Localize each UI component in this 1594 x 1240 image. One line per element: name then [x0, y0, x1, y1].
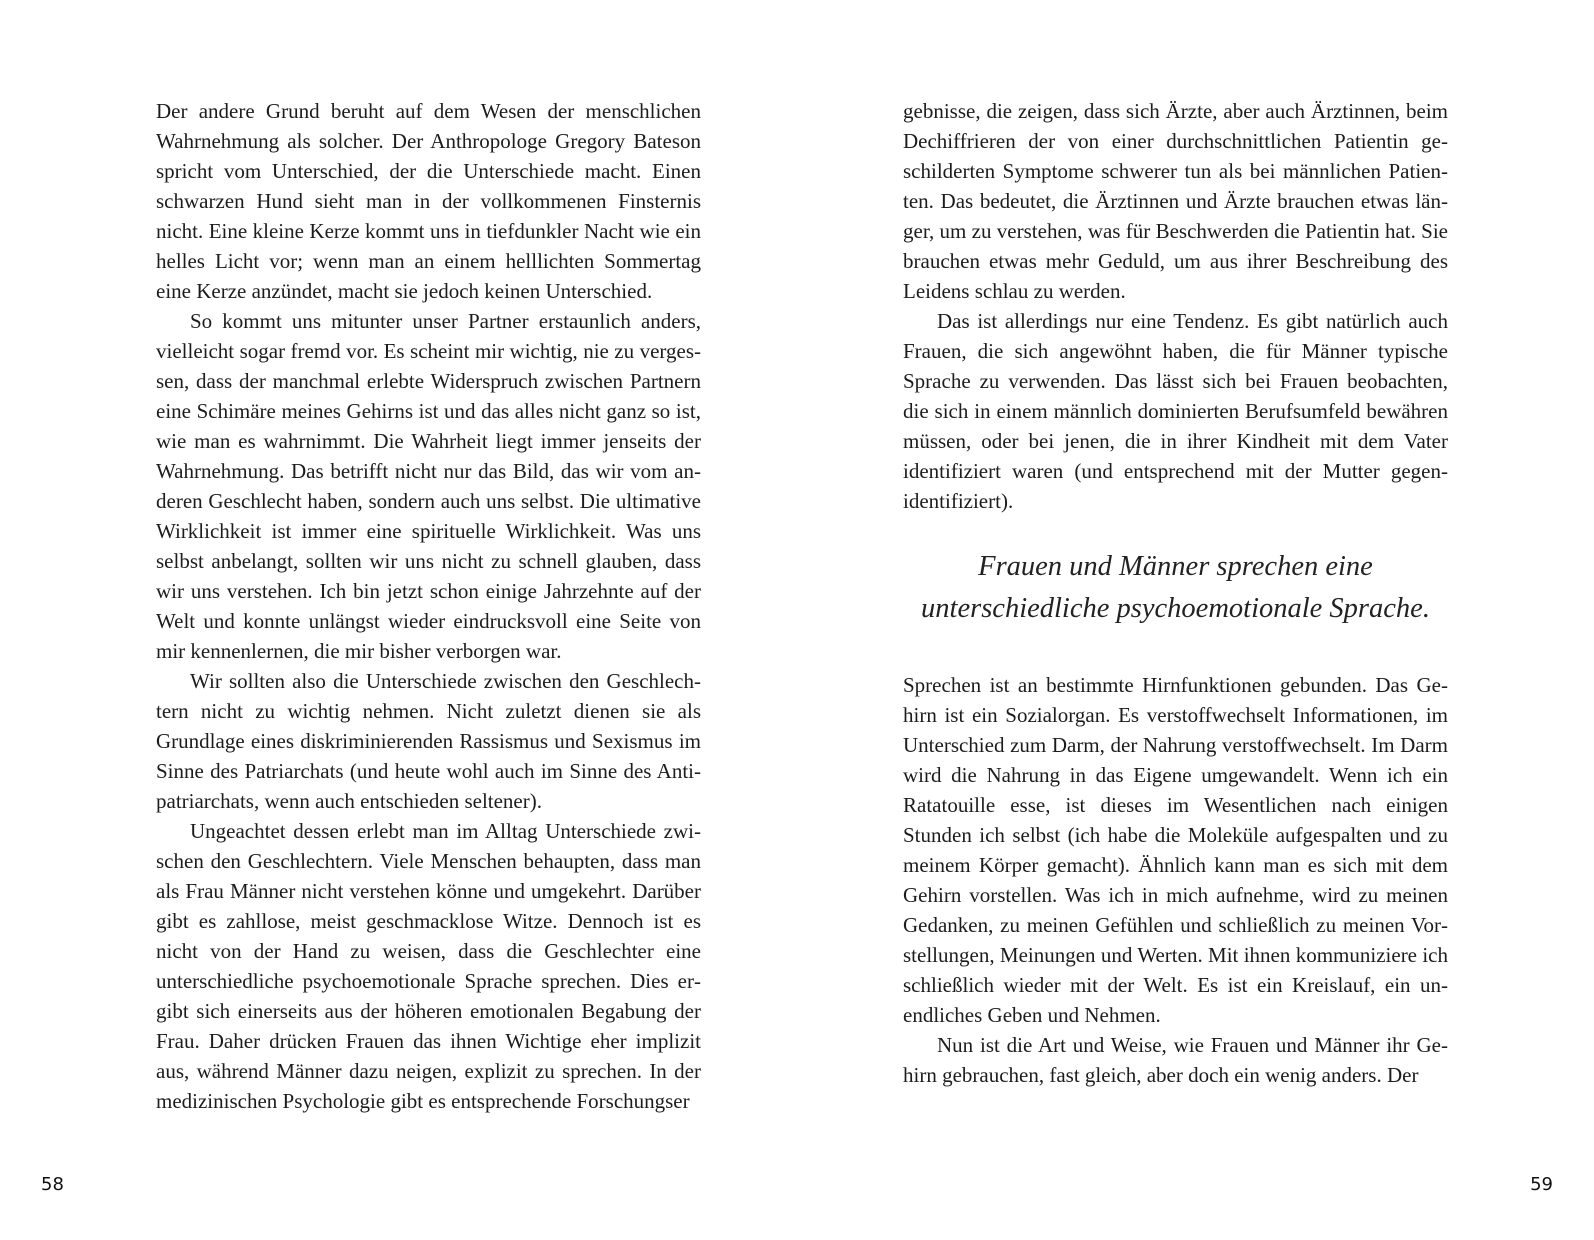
right-page [797, 0, 1594, 1240]
paragraph: Wir sollten also die Unterschiede zwischen den Geschlechtern nicht zu wichtig nehmen. Nicht zuletzt dienen sie als Grundlage eines diskriminierenden Rassismus und Sexismus im Sinne des Patriarchats (und heute wohl auch im Sinne des Antipatriarchats, wenn auch entschieden seltener). [156, 669, 701, 813]
pull-quote-line: unterschiedliche psychoemotionale Sprache. [921, 593, 1430, 624]
page-number-left: 58 [41, 1174, 64, 1195]
paragraph: Nun ist die Art und Weise, wie Frauen und Männer ihr Gehirn gebrauchen, fast gleich, aber doch ein wenig anders. Der [903, 1033, 1448, 1087]
pull-quote [903, 546, 1448, 630]
paragraph: Der andere Grund beruht auf dem Wesen der menschlichen Wahrnehmung als solcher. Der Anthropologe Gregory Bateson spricht vom Unterschied, der die Unterschiede macht. Einen schwarzen Hund sieht man in der vollkommenen Finsternis nicht. Eine kleine Kerze kommt uns in tiefdunkler Nacht wie ein helles Licht vor; wenn man an einem helllichten Sommertag eine Kerze anzündet, macht sie jedoch keinen Unterschied. [156, 99, 701, 303]
paragraph: Sprechen ist an bestimmte Hirnfunktionen gebunden. Das Gehirn ist ein Sozialorgan. Es verstoffwechselt Informationen, im Unterschied zum Darm, der Nahrung verstoffwechselt. Im Darm wird die Nahrung in das Eigene umgewandelt. Wenn ich ein Ratatouille esse, ist dieses im Wesentlichen nach einigen Stunden ich selbst (ich habe die Moleküle aufgespalten und zu meinem Körper gemacht). Ähnlich kann man es sich mit dem Gehirn vorstellen. Was ich in mich aufnehme, wird zu meinen Gedanken, zu meinen Gefühlen und schließlich zu meinen Vorstellungen, Meinungen und Werten. Mit ihnen kommuniziere ich schließlich wieder mit der Welt. Es ist ein Kreislauf, ein unendliches Geben und Nehmen. [903, 673, 1448, 1027]
left-text-column [156, 96, 701, 1116]
right-text-column [903, 96, 1448, 1090]
paragraph: Ungeachtet dessen erlebt man im Alltag Unterschiede zwischen den Geschlechtern. Viele Menschen behaupten, dass man als Frau Männer nicht verstehen könne und umgekehrt. Darüber gibt es zahllose, meist geschmacklose Witze. Dennoch ist es nicht von der Hand zu weisen, dass die Geschlechter eine unterschiedliche psychoemotionale Sprache sprechen. Dies ergibt sich einerseits aus der höheren emotionalen Begabung der Frau. Daher drücken Frauen das ihnen Wichtige eher implizit aus, während Männer dazu neigen, explizit zu sprechen. In der medizinischen Psychologie gibt es entsprechende Forschungser [156, 819, 701, 1113]
page-number-right: 59 [1530, 1174, 1553, 1195]
paragraph: Das ist allerdings nur eine Tendenz. Es gibt natürlich auch Frauen, die sich angewöhnt haben, die für Männer typische Sprache zu verwenden. Das lässt sich bei Frauen beobachten, die sich in einem männlich dominierten Berufsumfeld bewähren müssen, oder bei jenen, die in ihrer Kindheit mit dem Vater identifiziert waren (und entsprechend mit der Mutter gegenidentifiziert). [903, 309, 1448, 513]
paragraph: So kommt uns mitunter unser Partner erstaunlich anders, vielleicht sogar fremd vor. Es scheint mir wichtig, nie zu vergessen, dass der manchmal erlebte Widerspruch zwischen Partnern eine Schimäre meines Gehirns ist und das alles nicht ganz so ist, wie man es wahrnimmt. Die Wahrheit liegt immer jenseits der Wahrnehmung. Das betrifft nicht nur das Bild, das wir vom anderen Geschlecht haben, sondern auch uns selbst. Die ultimative Wirklichkeit ist immer eine spirituelle Wirklichkeit. Was uns selbst anbelangt, sollten wir uns nicht zu schnell glauben, dass wir uns verstehen. Ich bin jetzt schon einige Jahrzehnte auf der Welt und konnte unlängst wieder eindrucksvoll eine Seite von mir kennenlernen, die mir bisher verborgen war. [156, 309, 701, 663]
pull-quote-line: Frauen und Männer sprechen eine [978, 551, 1373, 582]
paragraph: gebnisse, die zeigen, dass sich Ärzte, aber auch Ärztinnen, beim Dechiffrieren der von einer durchschnittlichen Patientin geschilderten Symptome schwerer tun als bei männlichen Patienten. Das bedeutet, die Ärztinnen und Ärzte brauchen etwas länger, um zu verstehen, was für Beschwerden die Patientin hat. Sie brauchen etwas mehr Geduld, um aus ihrer Beschreibung des Leidens schlau zu werden. [903, 99, 1448, 303]
